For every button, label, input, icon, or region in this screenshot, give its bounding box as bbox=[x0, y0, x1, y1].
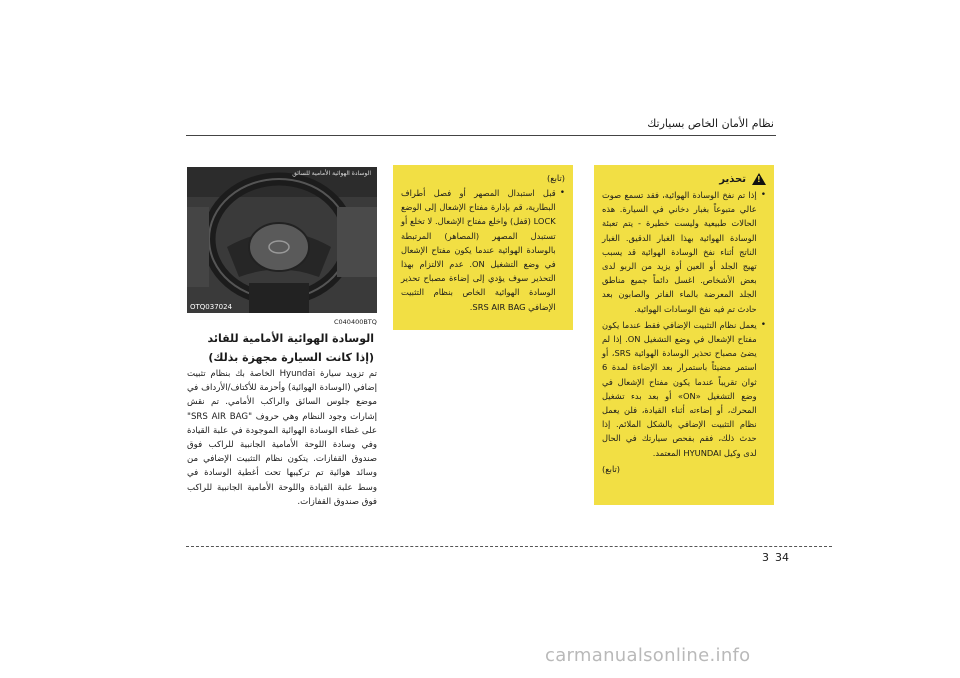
continued-bullet-text: قبل استبدال المصهر أو فصل أطراف البطارية، قم بإدارة مفتاح الإشعال إلى الوضع LOCK (قفل) واخلع مفتاح الإشعال. لا تخلع أو تستبدل المصهر (المصاهر) المرتبطة بالوسادة الهوائية عندما يكون مفتاح الإشعال في وضع التشغيل ON. عدم الالتزام بهذا التحذير سوف يؤدي إلى إضاءة مصباح تحذير الوسادة الهوائية الخاص بنظام التثبيت الإضافي SRS AIR BAG. bbox=[401, 188, 556, 312]
header-divider bbox=[186, 135, 776, 136]
warning-bullet bbox=[602, 318, 766, 460]
photo-code: OTQ037024 bbox=[190, 303, 233, 311]
warning-bullet-text: إذا تم نفخ الوسادة الهوائية، فقد تسمع صوت عالي متبوعاً بغبار دخاني في السيارة. هذه الحالات طبيعية وليست خطيرة - يتم تعبئة الوسادة الهوائية بهذا الغبار الدقيق. الغبار الناتج أثناء نفخ الوسادة الهوائية قد يسبب تهيج الجلد أو العين أو يزيد من الربو لدى بعض الأشخاص. اغسل دائماً جميع مناطق الجلد المعرضة بالماء الفاتر والصابون بعد حادث تم فيه نفخ الوسادات الهوائية. bbox=[602, 190, 757, 314]
figure-caption-code: C040400BTQ bbox=[334, 318, 377, 326]
chapter-number: 3 bbox=[762, 551, 769, 564]
bullet-icon: • bbox=[760, 319, 766, 330]
continued-bullet bbox=[401, 186, 565, 314]
main-title bbox=[207, 329, 374, 367]
main-body-text: تم تزويد سيارة Hyundai الخاصة بك بنظام تثبيت إضافي (الوسادة الهوائية) وأحزمة للأكتاف/الأرداف في موضع جلوس السائق والراكب الأمامي. تم نقش إشارات وجود النظام وهي حروف "SRS AIR BAG" على غطاء الوسادة الهوائية الموجودة في علبة القيادة وفي وسادة اللوحة الأمامية الجانبية للراكب فوق صندوق القفازات. يتكون نظام التثبيت الإضافي من وسائد هوائية تم تركيبها تحت أغطية الوسادة في وسط علبة القيادة واللوحة الأمامية الجانبية للراكب فوق صندوق القفازات. bbox=[187, 369, 377, 507]
warning-bullet-text: يعمل نظام التثبيت الإضافي فقط عندما يكون مفتاح الإشعال في وضع التشغيل ON. إذا لم يضئ مصباح تحذير الوسادة الهوائية SRS، أو استمر مضيئاً باستمرار بعد الإضاءة لمدة 6 ثوان تقريباً عندما يكون مفتاح الإشعال في وضع التشغيل «ON» أو بعد بدء تشغيل المحرك، أو إضاءته أثناء القيادة، فلن يعمل نظام التثبيت الإضافي بالشكل الملائم. إذا حدث ذلك، فقم بفحص سيارتك في الحال لدى وكيل HYUNDAI المعتمد. bbox=[602, 319, 757, 458]
watermark-text: carmanualsonline.info bbox=[545, 645, 751, 666]
photo-tag: الوسادة الهوائية الأمامية للسائق bbox=[292, 170, 371, 177]
main-subtitle: (إذا كانت السيارة مجهزة بذلك) bbox=[208, 351, 374, 364]
steering-wheel-illustration bbox=[187, 167, 377, 313]
page-number: 34 bbox=[775, 551, 789, 564]
warning-continued: (تابع) bbox=[602, 463, 621, 474]
bullet-icon: • bbox=[559, 188, 565, 198]
steering-wheel-photo bbox=[187, 167, 377, 313]
bullet-icon: • bbox=[760, 190, 766, 200]
section-title: نظام الأمان الخاص بسيارتك bbox=[647, 117, 774, 130]
warning-title: تحذير bbox=[719, 173, 746, 185]
continued-label: (تابع) bbox=[546, 173, 565, 183]
warning-bullet bbox=[602, 188, 766, 316]
warning-header bbox=[602, 173, 766, 185]
footer-divider bbox=[186, 546, 832, 547]
main-title-line: الوسادة الهوائية الأمامية للقائد bbox=[207, 332, 374, 345]
warning-box bbox=[594, 165, 774, 505]
continued-box bbox=[393, 165, 573, 330]
warning-triangle-icon: ! bbox=[752, 173, 766, 185]
